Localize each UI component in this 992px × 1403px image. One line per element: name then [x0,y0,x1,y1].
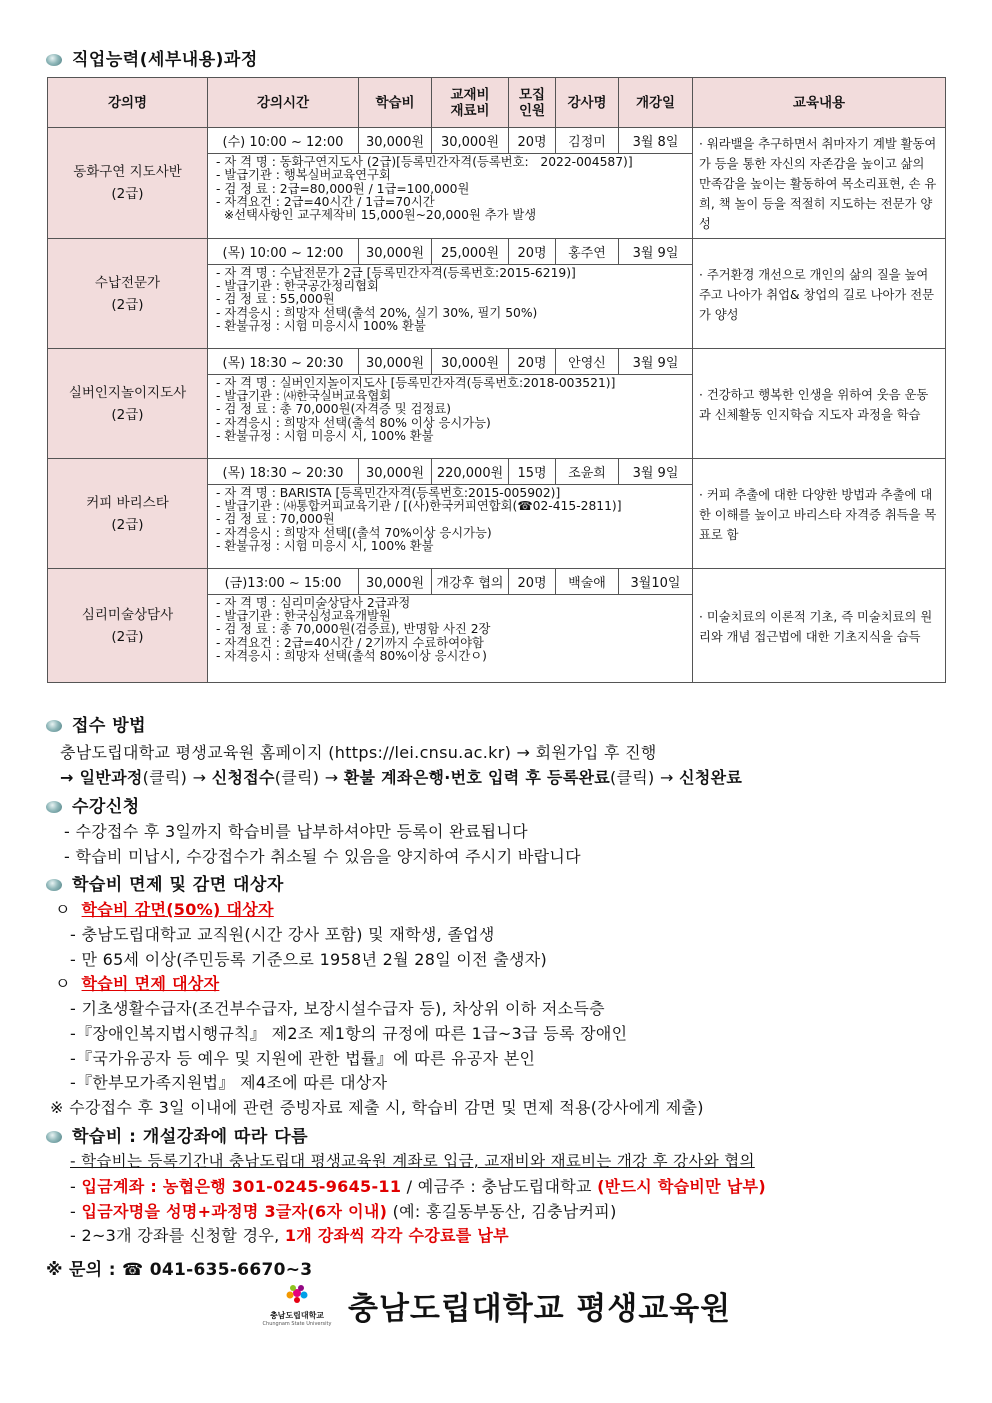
course-name-cell [48,459,208,569]
apply-click3: (클릭) → [610,768,680,787]
header-content: 교육내용 [693,78,946,128]
fee-line1: - 학습비는 등록기간내 충남도립대 평생교육원 계좌로 입금, 교재비와 재료비는 개강 후 강사와 협의 [70,1152,755,1170]
course-detail-line: - 환불규정 : 시험 미응시 시, 100% 환불 [216,538,434,553]
phone-icon: ☎ [122,1260,144,1280]
course-row-summary [48,239,946,265]
course-teacher: 조윤희 [556,459,619,485]
discount-free-title: 학습비 면제 대상자 [81,974,220,993]
fee-account: 입금계좌 : 농협은행 301-0245-9645-11 [81,1177,402,1196]
course-start: 3월 9일 [619,239,693,265]
course-start: 3월 9일 [619,349,693,375]
bullet-icon [46,879,62,891]
course-content: · 커피 추출에 대한 다양한 방법과 추출에 대한 이해를 높이고 바리스타 자격증 취득을 목표로 함 [693,459,946,569]
fee-multi-course-rule: 1개 강좌씩 각각 수강료를 납부 [284,1226,509,1245]
header-recruit-line2: 인원 [518,102,546,119]
course-material: 25,000원 [432,239,509,265]
bullet-icon [46,801,62,813]
course-detail-line: - 발급기관 : ㈔통합커피교육기관 / [(사)한국커피연합회(☎02-415-2811)] [216,499,622,514]
course-grade: (2급) [111,296,144,313]
course-detail-line: - 자격요건 : 2급=40시간 / 2기까지 수료하여야함 [216,635,484,650]
enroll-line1: - 수강접수 후 3일까지 학습비를 납부하셔야만 등록이 완료됩니다 [64,822,528,841]
logo-subtext: Chungnam State University [262,1321,332,1327]
course-name: 실버인지놀이지도사 [68,384,187,401]
discount-note: ※ 수강접수 후 3일 이내에 관련 증빙자료 제출 시, 학습비 감면 및 면제 적용(강사에게 제출) [50,1098,704,1117]
section-title-enroll [46,792,140,817]
course-name: 동화구연 지도사반 [73,164,182,180]
course-detail-line: - 검 정 료 : 총 70,000원(자격증 및 검정료) [216,402,452,417]
bullet-icon [46,1131,62,1143]
course-name: 수납전문가 [94,274,161,291]
course-grade: (2급) [111,516,144,533]
course-content: · 미술치료의 이론적 기초, 즉 미술치료의 원리와 개념 접근법에 대한 기초지식을 습득 [693,569,946,683]
university-logo [262,1283,332,1331]
course-detail-line: - 발급기관 : ㈔한국실버교육협회 [216,389,392,404]
header-material-line1: 교재비 [450,86,490,103]
header-time: 강의시간 [208,78,359,128]
logo-text: 충남도립대학교 [269,1311,325,1320]
course-details [208,375,693,459]
course-start: 3월 9일 [619,459,693,485]
course-start: 3월 8일 [619,128,693,154]
course-details [208,485,693,569]
course-material: 30,000원 [432,349,509,375]
discount-title: 학습비 면제 및 감면 대상자 [72,875,284,895]
course-grade: (2급) [111,628,144,645]
course-detail-line: - 자격요건 : 2급=40시간 / 1급=70시간 [216,194,435,209]
course-time: (목) 18:30 ~ 20:30 [208,349,359,375]
discount-half-heading [55,897,274,920]
fee-depositor-rule: 입금자명을 성명+과정명 3글자(6자 이내) [81,1202,388,1221]
course-detail-line: - 환불규정 : 시험 미응시시 100% 환불 [216,318,426,333]
course-grade: (2급) [111,186,144,202]
course-detail-line: - 발급기관 : 한국공간정리협회 [216,279,379,294]
apply-step1: 일반과정 [79,768,143,787]
course-row-summary [48,569,946,595]
fee-dash: - [70,1177,82,1196]
discount-free-item-4: -『한부모가족지원법』 제4조에 따른 대상자 [70,1073,388,1092]
header-recruit [509,78,556,128]
apply-click2: (클릭) → [274,768,344,787]
course-details [208,154,693,239]
table-header-row [48,78,946,128]
apply-title: 접수 방법 [72,716,147,736]
course-teacher: 홍주연 [556,239,619,265]
bullet-icon [46,720,62,732]
bullet-icon [46,54,62,66]
course-name-cell [48,239,208,349]
course-detail-line: - 검 정 료 : 2급=80,000원 / 1급=100,000원 [216,181,470,196]
course-table [47,77,946,683]
section-title-text: 직업능력(세부내용)과정 [72,50,258,70]
header-start: 개강일 [619,78,693,128]
course-name-cell [48,128,208,239]
course-recruit: 20명 [509,349,556,375]
course-detail-line: - 자 격 명 : 심리미술상담사 2급과정 [216,596,411,610]
apply-line2 [60,765,742,788]
section-title-fee [46,1122,308,1147]
course-detail-line: - 자 격 명 : 실버인지놀이지도사 [등록민간자격(등록번호:2018-003521)] [216,376,616,390]
course-time: (목) 10:00 ~ 12:00 [208,239,359,265]
header-recruit-line1: 모집 [518,86,546,103]
course-detail-line: - 검 정 료 : 55,000원 [216,292,335,307]
course-recruit: 20명 [509,128,556,154]
apply-arrow: → [60,768,80,787]
course-grade: (2급) [111,406,144,423]
logo-flower-icon [277,1283,317,1307]
course-time: (수) 10:00 ~ 12:00 [208,128,359,154]
footer-title: 충남도립대학교 평생교육원 [348,1291,732,1327]
fee-multi-course: - 2~3개 강좌를 신청할 경우, [70,1226,285,1245]
section-title-courses [46,45,258,70]
discount-free-item-3: -『국가유공자 등 예우 및 지원에 관한 법률』에 따른 유공자 본인 [70,1049,536,1068]
fee-title: 학습비 : 개설강좌에 따라 다름 [72,1127,309,1147]
course-fee: 30,000원 [359,349,432,375]
apply-step2: 신청접수 [211,768,275,787]
course-time: (금)13:00 ~ 15:00 [208,569,359,595]
course-recruit: 20명 [509,569,556,595]
circle-marker: ㅇ [55,974,71,993]
course-detail-line: - 발급기관 : 행복실버교육연구회 [216,168,391,183]
apply-line1: 충남도립대학교 평생교육원 홈페이지 (https://lei.cnsu.ac.kr) → 회원가입 후 진행 [60,743,657,762]
course-detail-line: - 자격응시 : 희망자 선택[(출석 70%이상 응시가능) [216,525,492,540]
course-detail-line: - 환불규정 : 시험 미응시 시, 100% 환불 [216,428,434,443]
course-fee: 30,000원 [359,459,432,485]
header-fee: 학습비 [359,78,432,128]
fee-line4 [70,1223,509,1246]
header-name: 강의명 [48,78,208,128]
section-title-apply [46,711,146,736]
circle-marker: ㅇ [55,900,71,919]
enroll-title: 수강신청 [72,797,140,817]
contact-phone: 041-635-6670~3 [149,1260,313,1280]
course-recruit: 15명 [509,459,556,485]
course-detail-line: - 자격응시 : 희망자 선택(출석 80%이상 응시간ㅇ) [216,648,487,663]
course-detail-line: - 발급기관 : 한국심성교육개발원 [216,609,391,624]
contact-label: ※ 문의 : [46,1260,123,1280]
discount-half-title: 학습비 감면(50%) 대상자 [81,900,274,919]
apply-step3: 환불 계좌은행·번호 입력 후 등록완료 [343,768,610,787]
discount-half-item-1: - 충남도립대학교 교직원(시간 강사 포함) 및 재학생, 졸업생 [70,925,495,944]
course-detail-line: ※선택사항인 교구제작비 15,000원~20,000원 추가 발생 [216,208,537,223]
header-teacher: 강사명 [556,78,619,128]
course-detail-line: - 검 정 료 : 총 70,000원(검증료), 반명함 사진 2장 [216,622,491,637]
course-name: 커피 바리스타 [86,494,169,511]
fee-dash: - [70,1202,82,1221]
course-recruit: 20명 [509,239,556,265]
course-row-summary [48,349,946,375]
course-detail-line: - 자 격 명 : 동화구연지도사 (2급)[등록민간자격(등록번호: 2022-004587)] [216,155,633,170]
course-row-summary [48,128,946,154]
contact-line [46,1255,312,1280]
discount-free-item-2: -『장애인복지법시행규칙』 제2조 제1항의 규정에 따른 1급~3급 등록 장애인 [70,1024,628,1043]
course-teacher: 안영신 [556,349,619,375]
course-fee: 30,000원 [359,239,432,265]
course-name-cell [48,569,208,683]
course-name-cell [48,349,208,459]
discount-half-item-2: - 만 65세 이상(주민등록 기준으로 1958년 2월 28일 이전 출생자) [70,950,548,969]
course-detail-line: - 자 격 명 : BARISTA [등록민간자격(등록번호:2015-005902)] [216,486,561,500]
fee-line3 [70,1199,617,1222]
course-detail-line: - 자격응시 : 희망자 선택(출석 20%, 실기 30%, 필기 50%) [216,305,538,320]
course-detail-line: - 검 정 료 : 70,000원 [216,512,335,527]
section-title-discount [46,870,284,895]
header-material-line2: 재료비 [450,102,490,119]
course-detail-line: - 자 격 명 : 수납전문가 2급 [등록민간자격(등록번호:2015-6219)] [216,266,576,280]
course-fee: 30,000원 [359,128,432,154]
course-teacher: 백술애 [556,569,619,595]
apply-step4: 신청완료 [679,768,743,787]
discount-free-item-1: - 기초생활수급자(조건부수급자, 보장시설수급자 등), 차상위 이하 저소득층 [70,999,605,1018]
course-content: · 주거환경 개선으로 개인의 삶의 질을 높여주고 나아가 취업& 창업의 길로 나아가 전문가 양성 [693,239,946,349]
fee-depositor-example: (예: 홍길동부동산, 김충남커피) [387,1202,617,1221]
course-content: · 건강하고 행복한 인생을 위하여 웃음 운동과 신체활동 인지학습 지도자 과정을 학습 [693,349,946,459]
course-content: · 워라밸을 추구하면서 취마자기 계발 활동여가 등을 통한 자신의 자존감을 높이고 삶의 만족감을 높이는 활동하여 목소리표현, 손 유희, 책 놀이 등을 적절히 지도하는 전문가 양성 [693,128,946,239]
course-name: 심리미술상담사 [81,606,174,623]
fee-account-note: (반드시 학습비만 납부) [597,1177,766,1196]
course-material: 220,000원 [432,459,509,485]
fee-line2 [70,1174,766,1197]
course-material: 개강후 협의 [432,569,509,595]
course-time: (목) 18:30 ~ 20:30 [208,459,359,485]
course-start: 3월10일 [619,569,693,595]
course-details [208,595,693,683]
course-teacher: 김정미 [556,128,619,154]
discount-free-heading [55,971,219,994]
course-row-summary [48,459,946,485]
apply-click1: (클릭) → [142,768,212,787]
course-detail-line: - 자격응시 : 희망자 선택(출석 80% 이상 응시가능) [216,415,491,430]
course-material: 30,000원 [432,128,509,154]
course-fee: 30,000원 [359,569,432,595]
enroll-line2: - 학습비 미납시, 수강접수가 취소될 수 있음을 양지하여 주시기 바랍니다 [64,847,581,866]
course-details [208,265,693,349]
header-material [432,78,509,128]
fee-holder: / 예금주 : 충남도립대학교 [401,1177,598,1196]
